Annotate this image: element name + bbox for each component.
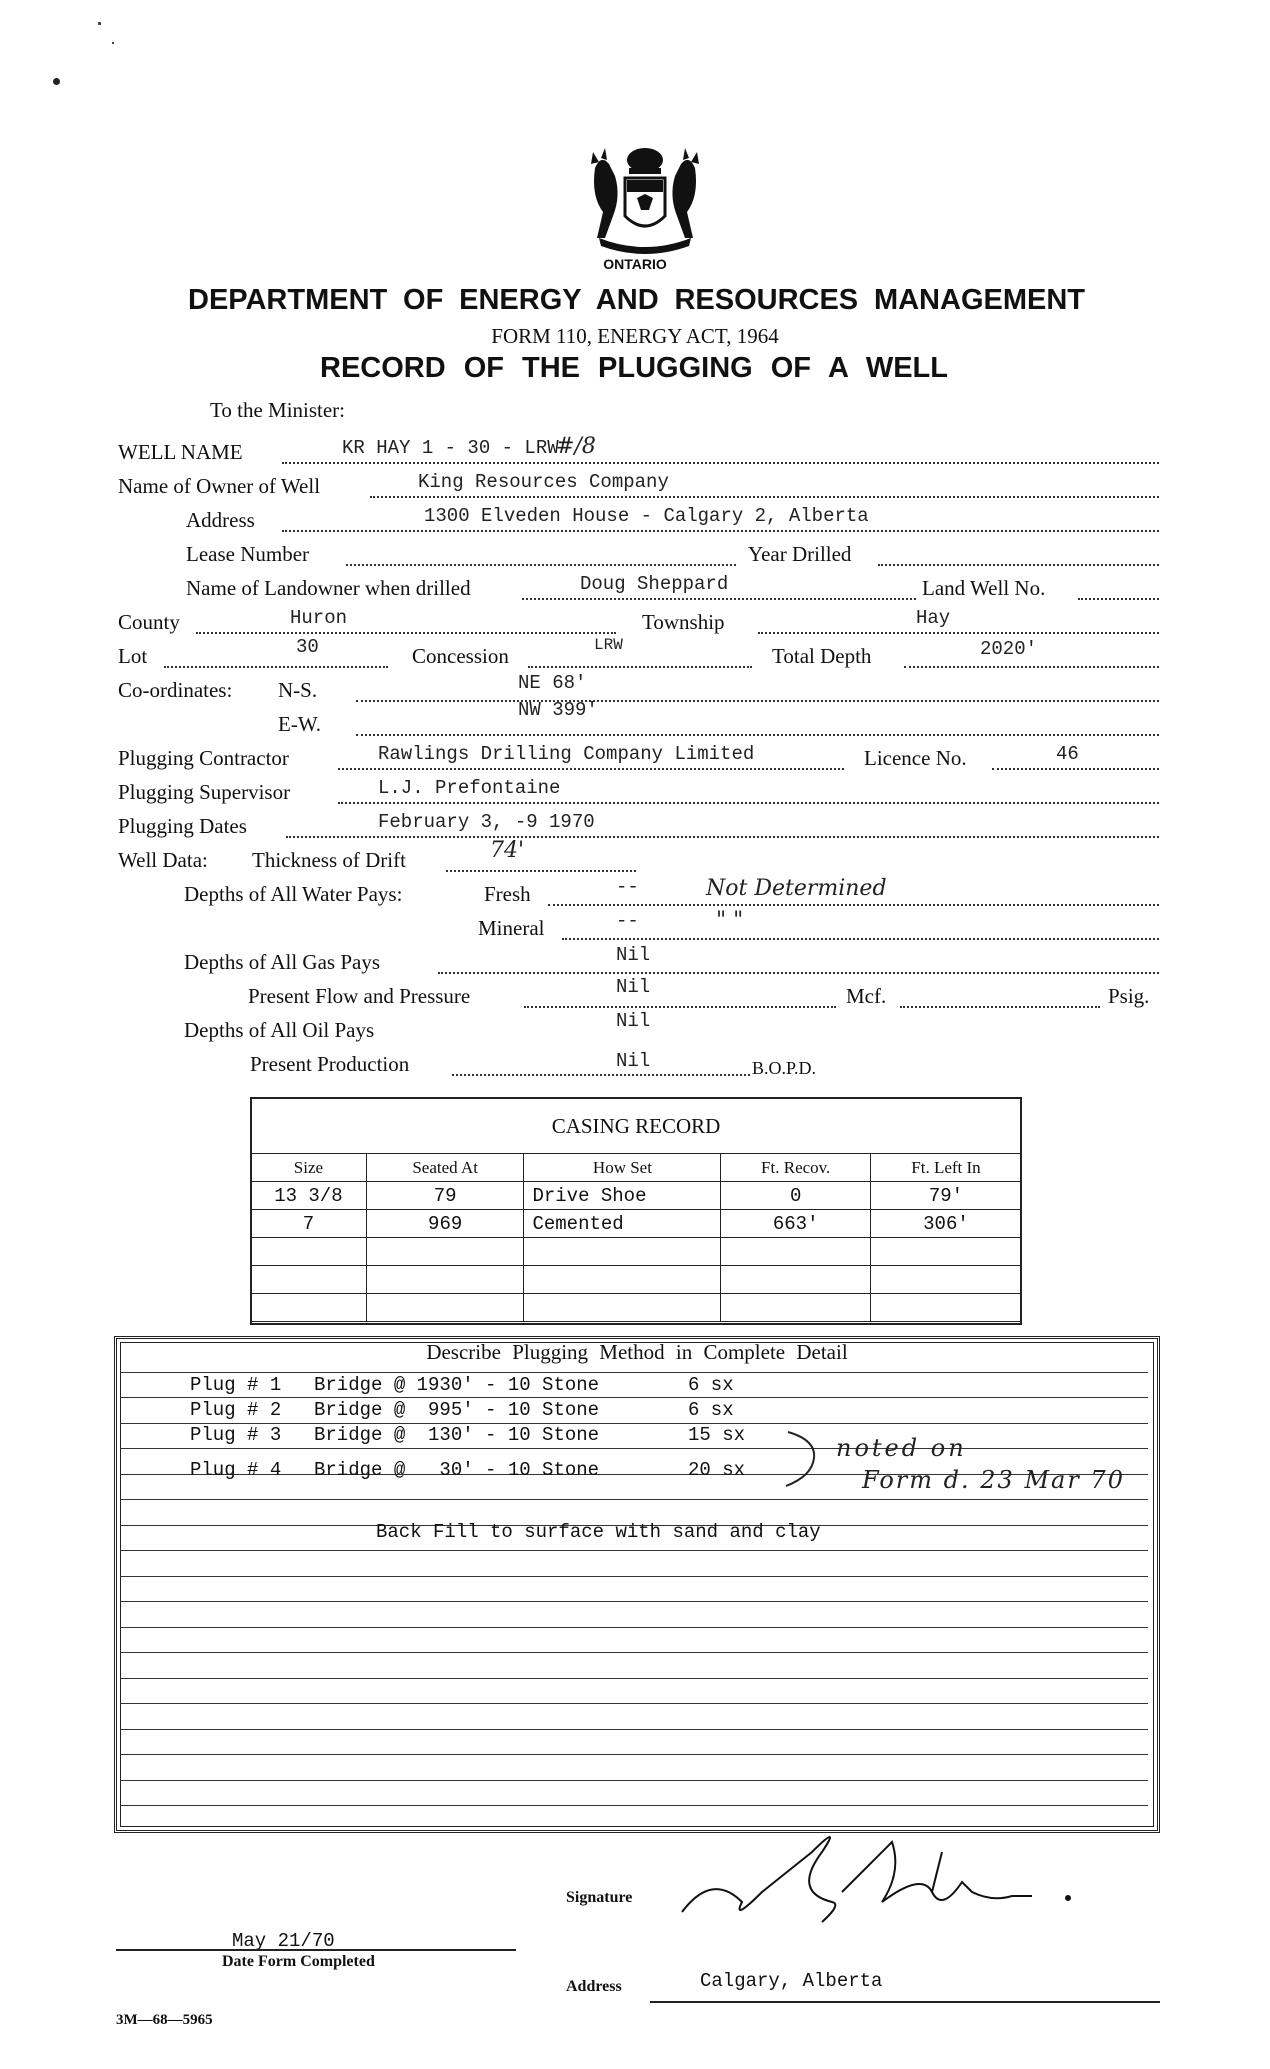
fresh-line: [548, 904, 1159, 906]
casing-column-header: How Set: [524, 1154, 721, 1182]
lease-number-label: Lease Number: [186, 542, 310, 566]
casing-cell: [251, 1238, 367, 1266]
owner-label: Name of Owner of Well: [118, 474, 321, 498]
present-production-line: [452, 1074, 750, 1076]
casing-cell: 306': [870, 1210, 1021, 1238]
well-name-note: #/8: [556, 434, 596, 459]
casing-cell: [870, 1266, 1021, 1294]
plug-qty: 20 sx: [688, 1459, 746, 1481]
ew-line: [356, 734, 1159, 736]
township-line: [758, 632, 1159, 634]
casing-row: [251, 1266, 1022, 1294]
speck-mark: [112, 42, 114, 44]
casing-cell: [251, 1266, 367, 1294]
ns-label: N-S.: [278, 678, 318, 702]
mcf-label: Mcf.: [846, 984, 887, 1008]
flow-pressure-line: [524, 1006, 836, 1008]
casing-row: [251, 1182, 1022, 1210]
plug-plug: Plug # 4: [190, 1459, 282, 1481]
plug-detail: Bridge @ 130' - 10 Stone: [314, 1424, 600, 1446]
lot-label: Lot: [118, 644, 148, 668]
casing-cell: [870, 1294, 1021, 1322]
bopd-label: B.O.P.D.: [752, 1058, 817, 1078]
water-pays-label: Depths of All Water Pays:: [184, 882, 403, 906]
form-subtitle: FORM 110, ENERGY ACT, 1964: [491, 324, 779, 348]
plug-detail: Bridge @ 995' - 10 Stone: [314, 1399, 600, 1421]
gas-pays-label: Depths of All Gas Pays: [184, 950, 380, 974]
ruled-line: [120, 1576, 1148, 1577]
casing-cell: [366, 1266, 524, 1294]
bracket-mark-icon: [782, 1428, 828, 1490]
ruled-line: [120, 1499, 1148, 1500]
casing-table: [250, 1153, 1022, 1322]
casing-cell: [721, 1266, 871, 1294]
total-depth-label: Total Depth: [772, 644, 872, 668]
oil-pays-label: Depths of All Oil Pays: [184, 1018, 375, 1042]
ruled-line: [120, 1601, 1148, 1602]
department-title: DEPARTMENT OF ENERGY AND RESOURCES MANAGEMENT: [188, 284, 1085, 316]
plugging-note-line2: Form d. 23 Mar 70: [862, 1466, 1125, 1494]
ruled-line: [120, 1627, 1148, 1628]
flow-pressure-value: Nil: [616, 976, 651, 998]
casing-cell: [251, 1294, 367, 1322]
plugging-method-title: Describe Plugging Method in Complete Detail: [426, 1340, 848, 1364]
casing-header-row: [251, 1154, 1022, 1182]
owner-line: [370, 496, 1159, 498]
thickness-of-drift-line: [446, 870, 636, 872]
plug-qty: 6 sx: [688, 1374, 734, 1396]
ns-line: [356, 700, 1159, 702]
plugging-dates-label: Plugging Dates: [118, 814, 247, 838]
address-footer-label: Address: [566, 1978, 622, 1995]
plug-plug: Plug # 3: [190, 1424, 282, 1446]
psig-label: Psig.: [1108, 984, 1150, 1008]
gas-pays-value: Nil: [616, 944, 651, 966]
ruled-line: [120, 1652, 1148, 1653]
ruled-line: [120, 1754, 1148, 1755]
signature-label: Signature: [566, 1889, 633, 1906]
ew-value: NW 399': [518, 699, 598, 721]
casing-row: [251, 1294, 1022, 1322]
landowner-line: [522, 598, 916, 600]
date-label: Date Form Completed: [222, 1953, 375, 1970]
address-value: 1300 Elveden House - Calgary 2, Alberta: [424, 505, 869, 527]
casing-cell: [366, 1238, 524, 1266]
gas-pays-line: [438, 972, 1159, 974]
address-label: Address: [186, 508, 255, 532]
casing-cell: 79: [366, 1182, 524, 1210]
thickness-of-drift-label: Thickness of Drift: [252, 848, 406, 872]
oil-pays-value: Nil: [616, 1010, 651, 1032]
ruled-line: [120, 1805, 1148, 1806]
speck-mark: [53, 78, 60, 85]
coordinates-label: Co-ordinates:: [118, 678, 233, 702]
casing-cell: 13 3/8: [251, 1182, 367, 1210]
licence-no-value: 46: [1056, 743, 1079, 765]
well-name-label: WELL NAME: [118, 440, 243, 464]
handwritten-signature-icon: [672, 1812, 1092, 1932]
flow-pressure-label: Present Flow and Pressure: [248, 984, 471, 1008]
ontario-coat-of-arms-icon: [585, 138, 705, 258]
mineral-dash-value: --: [616, 910, 639, 932]
casing-row: [251, 1210, 1022, 1238]
ns-value: NE 68': [518, 672, 587, 694]
licence-no-line: [992, 768, 1159, 770]
casing-cell: Cemented: [524, 1210, 721, 1238]
casing-column-header: Ft. Recov.: [721, 1154, 871, 1182]
casing-column-header: Ft. Left In: [870, 1154, 1021, 1182]
plugging-contractor-value: Rawlings Drilling Company Limited: [378, 743, 755, 765]
casing-cell: [524, 1266, 721, 1294]
total-depth-value: 2020': [980, 638, 1038, 660]
county-value: Huron: [290, 607, 348, 629]
casing-column-header: Size: [251, 1154, 367, 1182]
plugging-supervisor-label: Plugging Supervisor: [118, 780, 291, 804]
plugging-dates-value: February 3, -9 1970: [378, 811, 595, 833]
plug-detail: Bridge @ 30' - 10 Stone: [314, 1459, 600, 1481]
mineral-ditto-value: " ": [716, 908, 744, 933]
plug-qty: 15 sx: [688, 1424, 746, 1446]
casing-cell: 7: [251, 1210, 367, 1238]
concession-value: LRW: [594, 636, 623, 654]
owner-value: King Resources Company: [418, 471, 669, 493]
lot-value: 30: [296, 636, 319, 658]
date-value: May 21/70: [232, 1930, 335, 1952]
backfill-text: Back Fill to surface with sand and clay: [376, 1521, 821, 1543]
licence-no-label: Licence No.: [864, 746, 967, 770]
land-well-no-label: Land Well No.: [922, 576, 1046, 600]
plugging-note-line1: noted on: [836, 1434, 967, 1462]
casing-cell: [524, 1294, 721, 1322]
year-drilled-label: Year Drilled: [748, 542, 852, 566]
casing-cell: [524, 1238, 721, 1266]
speck-mark: [98, 22, 101, 25]
year-drilled-line: [878, 564, 1159, 566]
page-title: RECORD OF THE PLUGGING OF A WELL: [320, 352, 948, 384]
ruled-line: [120, 1448, 1148, 1449]
casing-cell: 969: [366, 1210, 524, 1238]
ruled-line: [120, 1397, 1148, 1398]
casing-cell: [721, 1238, 871, 1266]
casing-cell: 79': [870, 1182, 1021, 1210]
casing-cell: [721, 1294, 871, 1322]
township-value: Hay: [916, 607, 951, 629]
well-name-value: KR HAY 1 - 30 - LRW: [342, 437, 559, 459]
lease-number-line: [346, 564, 736, 566]
present-production-label: Present Production: [250, 1052, 410, 1076]
plug-plug: Plug # 1: [190, 1374, 282, 1396]
fresh-label: Fresh: [484, 882, 531, 906]
concession-line: [528, 666, 752, 668]
mineral-label: Mineral: [478, 916, 545, 940]
crest-caption: ONTARIO: [603, 256, 667, 272]
casing-cell: 663': [721, 1210, 871, 1238]
ruled-line: [120, 1372, 1148, 1373]
salutation: To the Minister:: [210, 398, 346, 422]
mineral-line: [562, 938, 1159, 940]
plugging-supervisor-line: [338, 802, 1159, 804]
casing-cell: 0: [721, 1182, 871, 1210]
landowner-label: Name of Landowner when drilled: [186, 576, 471, 600]
plugging-contractor-line: [338, 768, 844, 770]
casing-row: [251, 1238, 1022, 1266]
ruled-line: [120, 1780, 1148, 1781]
casing-record-title: CASING RECORD: [551, 1114, 721, 1138]
ruled-line: [120, 1729, 1148, 1730]
form-code: 3M—68—5965: [116, 2012, 213, 2028]
address-footer-line: [650, 2001, 1160, 2003]
casing-column-header: Seated At: [366, 1154, 524, 1182]
casing-cell: [870, 1238, 1021, 1266]
land-well-no-line: [1078, 598, 1159, 600]
present-production-value: Nil: [616, 1050, 651, 1072]
plugging-contractor-label: Plugging Contractor: [118, 746, 289, 770]
ew-label: E-W.: [278, 712, 321, 736]
address-footer-value: Calgary, Alberta: [700, 1970, 883, 1992]
lot-line: [164, 666, 388, 668]
county-line: [196, 632, 616, 634]
well-data-label: Well Data:: [118, 848, 208, 872]
ruled-line: [120, 1550, 1148, 1551]
well-name-line: [282, 462, 1159, 464]
landowner-value: Doug Sheppard: [580, 573, 729, 595]
ruled-line: [120, 1678, 1148, 1679]
plug-detail: Bridge @ 1930' - 10 Stone: [314, 1374, 600, 1396]
date-line: [116, 1949, 516, 1951]
total-depth-line: [904, 666, 1159, 668]
plugging-dates-line: [286, 836, 1159, 838]
casing-cell: [366, 1294, 524, 1322]
address-line: [282, 530, 1159, 532]
township-label: Township: [642, 610, 725, 634]
ruled-line: [120, 1703, 1148, 1704]
fresh-note-value: Not Determined: [706, 876, 887, 901]
plug-plug: Plug # 2: [190, 1399, 282, 1421]
plugging-supervisor-value: L.J. Prefontaine: [378, 777, 561, 799]
plug-qty: 6 sx: [688, 1399, 734, 1421]
county-label: County: [118, 610, 180, 634]
thickness-of-drift-value: 74': [490, 838, 525, 863]
casing-cell: Drive Shoe: [524, 1182, 721, 1210]
psig-line: [900, 1006, 1100, 1008]
fresh-dash-value: --: [616, 876, 639, 898]
concession-label: Concession: [412, 644, 509, 668]
